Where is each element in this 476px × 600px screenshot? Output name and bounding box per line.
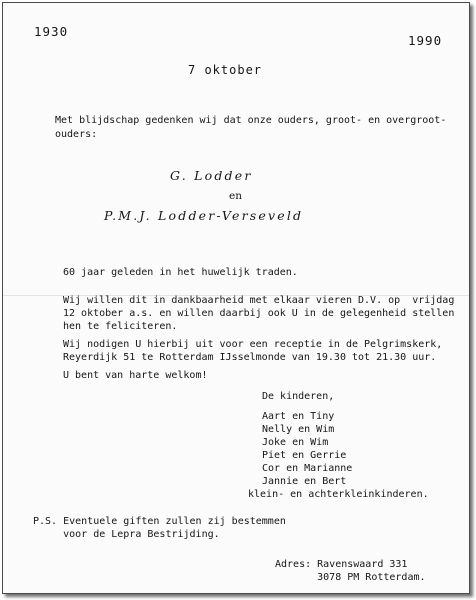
husband-name: G. Lodder — [170, 168, 253, 183]
reception-line-2: Reyerdijk 51 te Rotterdam IJsselmonde van 19.30 tot 21.30 uur. — [63, 352, 437, 363]
intro-line-1: Met blijdschap gedenken wij dat onze ouders, groot- en overgroot- — [55, 115, 447, 126]
address-line-2: 3078 PM Rotterdam. — [275, 572, 426, 583]
welcome-text: U bent van harte welkom! — [63, 370, 208, 381]
reception-line-1: Wij nodigen U hierbij uit voor een receptie in de Pelgrimskerk, — [63, 339, 443, 350]
child-couple-6: Jannie en Bert — [262, 476, 347, 487]
intro-line-2: ouders: — [55, 129, 98, 140]
celebration-line-3: hen te feliciteren. — [63, 321, 178, 332]
child-couple-4: Piet en Gerrie — [262, 450, 347, 461]
anniversary-text: 60 jaar geleden in het huwelijk traden. — [63, 267, 298, 278]
conjunction: en — [229, 190, 242, 202]
address-line-1: Adres: Ravenswaard 331 — [275, 559, 408, 570]
year-end: 1990 — [408, 33, 443, 48]
year-start: 1930 — [34, 24, 69, 39]
wife-name: P.M.J. Lodder-Verseveld — [104, 208, 304, 223]
postscript-line-2: voor de Lepra Bestrijding. — [33, 529, 220, 540]
child-couple-5: Cor en Marianne — [262, 463, 353, 474]
event-date: 7 oktober — [188, 63, 263, 77]
celebration-line-2: 12 oktober a.s. en willen daarbij ook U in de gelegenheid stellen — [63, 308, 455, 319]
invitation-card — [2, 2, 470, 594]
child-couple-2: Nelly en Wim — [262, 424, 335, 435]
grandchildren-text: klein- en achterkleinkinderen. — [248, 489, 429, 500]
signature-heading: De kinderen, — [262, 391, 335, 402]
celebration-line-1: Wij willen dit in dankbaarheid met elkaar vieren D.V. op vrijdag — [63, 295, 455, 306]
postscript-line-1: P.S. Eventuele giften zullen zij bestemmen — [33, 516, 286, 527]
child-couple-1: Aart en Tiny — [262, 411, 335, 422]
child-couple-3: Joke en Wim — [262, 437, 329, 448]
